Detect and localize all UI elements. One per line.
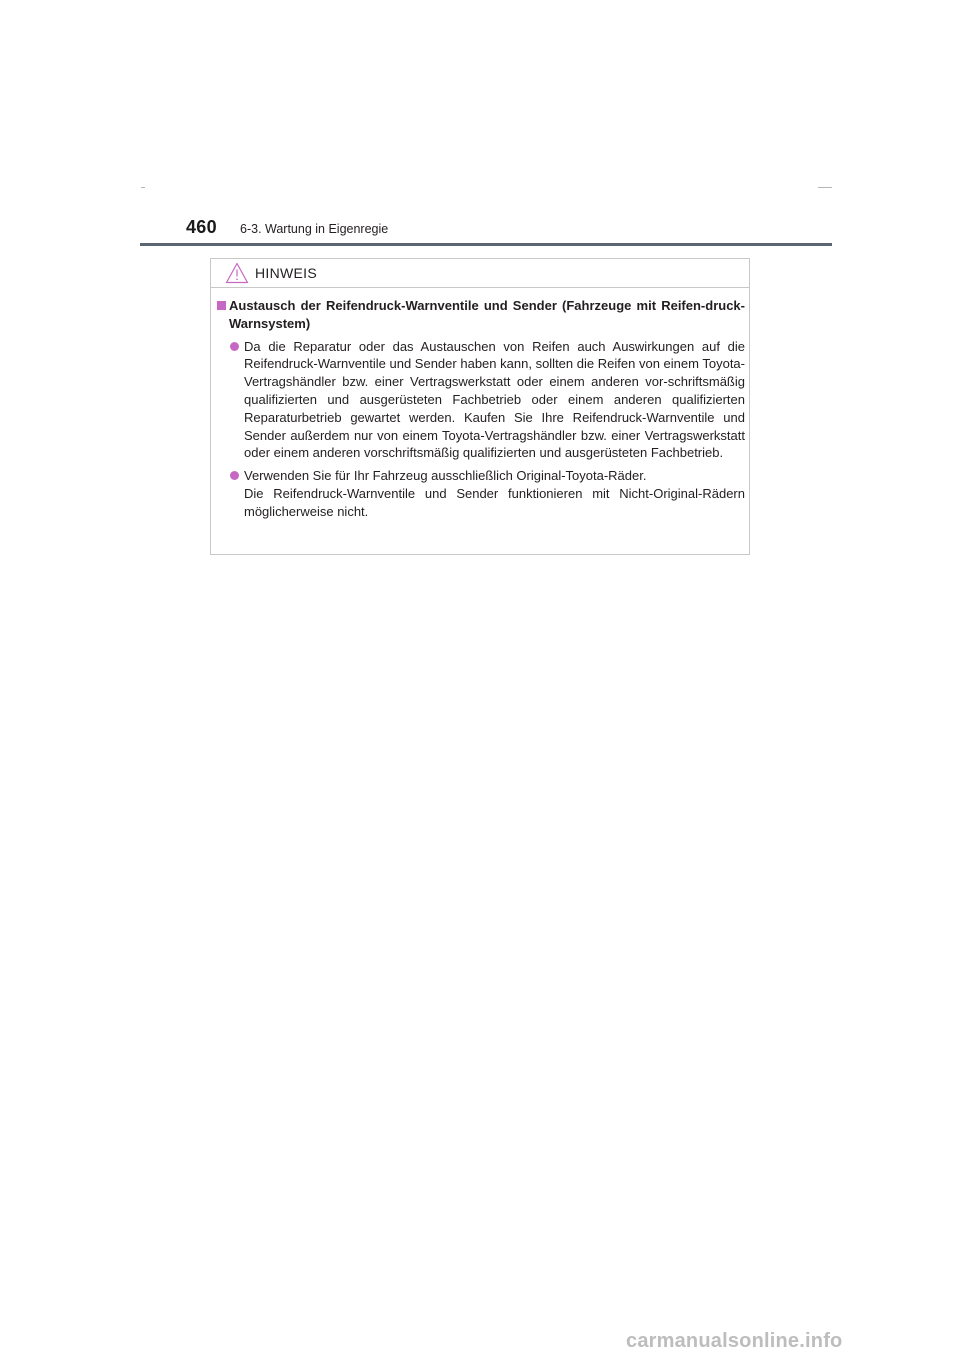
- list-item-text-line2: Die Reifendruck-Warnventile und Sender funktionieren mit Nicht-Original-Rädern möglicherweise nicht.: [244, 485, 745, 519]
- list-item: [229, 338, 745, 463]
- header-rule: [140, 243, 832, 246]
- square-bullet-icon: [217, 301, 226, 310]
- notice-title: HINWEIS: [255, 265, 317, 281]
- crop-mark-left: [141, 187, 145, 188]
- list-item-text: Da die Reparatur oder das Austauschen von Reifen auch Auswirkungen auf die Reifendruck-Warnventile und Sender haben kann, sollten die Reifen von einem Toyota-Vertragshändler bzw. einer Vertragswerkstatt oder einem anderen vor-schriftsmäßig qualifizierten und ausgerüsteten Fachbetrieb oder einem anderen qualifizierten Reparaturbetrieb gewartet werden. Kaufen Sie Ihre Reifendruck-Warnventile und Sender außerdem nur von einem Toyota-Vertragshändler bzw. einer Vertragswerkstatt oder einem anderen vorschriftsmäßig qualifizierten und ausgerüsteten Fachbetrieb.: [244, 338, 745, 461]
- section-title: 6-3. Wartung in Eigenregie: [240, 222, 389, 236]
- crop-mark-right: [818, 187, 832, 188]
- notice-header: [211, 259, 749, 288]
- round-bullet-icon: [230, 342, 239, 351]
- notice-body: [215, 297, 745, 521]
- list-item: [229, 467, 745, 520]
- watermark[interactable]: carmanualsonline.info: [626, 1330, 843, 1352]
- notice-heading-text: Austausch der Reifendruck-Warnventile und Sender (Fahrzeuge mit Reifen-druck-Warnsystem): [229, 298, 745, 331]
- notice-heading: [215, 297, 745, 333]
- page-number: 460: [186, 217, 217, 237]
- warning-triangle-icon: [225, 262, 249, 284]
- notice-box: [210, 258, 750, 555]
- page-header: [140, 214, 832, 248]
- round-bullet-icon: [230, 471, 239, 480]
- list-item-text-line1: Verwenden Sie für Ihr Fahrzeug ausschließlich Original-Toyota-Räder.: [244, 468, 647, 484]
